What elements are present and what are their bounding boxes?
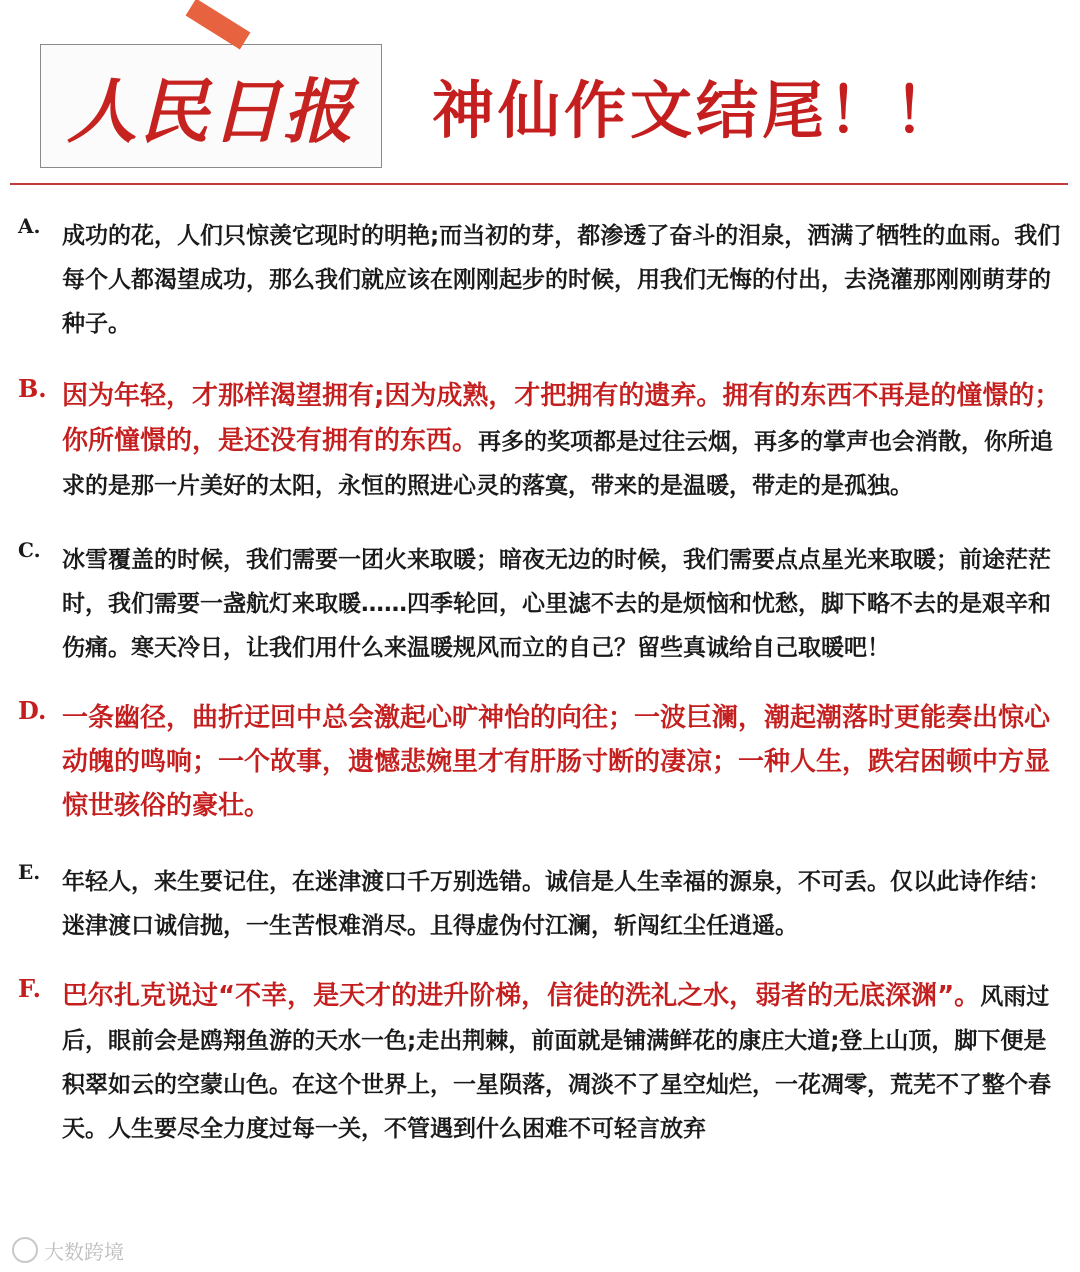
item-letter: B.: [18, 374, 47, 403]
item-letter: F.: [18, 974, 41, 1003]
item-body-text: 成功的花，人们只惊羡它现时的明艳;而当初的芽，都渗透了奋斗的泪泉，洒满了牺牲的血雨。我们每个人都渴望成功，那么我们就应该在刚刚起步的时候，用我们无悔的付出，去浇灌那刚刚萌芽的种子。: [62, 223, 1061, 337]
item-highlight-text: 因为年轻，才那样渴望拥有;因为成熟，才把拥有的遗弃。拥有的东西不再是的憧憬的；你所憧憬的，是还没有拥有的东西。: [62, 381, 1061, 456]
item-body-text: 冰雪覆盖的时候，我们需要一团火来取暖；暗夜无边的时候，我们需要点点星光来取暖；前途茫茫时，我们需要一盏航灯来取暖……四季轮回，心里滤不去的是烦恼和忧愁，脚下略不去的是艰辛和伤痛。寒天冷日，让我们用什么来温暖规风而立的自己？留些真诚给自己取暖吧！: [62, 547, 1051, 661]
item-body-text: 年轻人，来生要记住，在迷津渡口千万别选错。诚信是人生幸福的源泉，不可丢。仅以此诗作结：迷津渡口诚信抛，一生苦恨难消尽。且得虚伪付江澜，斩闯红尘任逍遥。: [62, 869, 1051, 939]
item-text: [62, 696, 1064, 828]
item-body-text: 风雨过后，眼前会是鸥翔鱼游的天水一色;走出荆棘，前面就是铺满鲜花的康庄大道;登上山顶，脚下便是积翠如云的空蒙山色。在这个世界上，一星陨落，凋淡不了星空灿烂，一花凋零，荒芜不了整个春天。人生要尽全力度过每一关，不管遇到什么困难不可轻言放弃: [62, 984, 1051, 1142]
item-letter: A.: [18, 214, 41, 238]
item-letter: D.: [18, 696, 47, 725]
header-divider: [10, 183, 1068, 185]
list-item-a: [0, 214, 1080, 346]
watermark-text: 大数跨境: [44, 1239, 124, 1264]
ending-list: [0, 214, 1080, 1151]
tape-decoration: [186, 0, 251, 49]
list-item-b: [0, 374, 1080, 508]
list-item-c: [0, 538, 1080, 670]
item-text: [62, 860, 1064, 948]
item-text: [62, 374, 1064, 508]
list-item-d: [0, 696, 1080, 828]
list-item-e: [0, 860, 1080, 948]
item-body-text: 一条幽径，曲折迂回中总会激起心旷神怡的向往；一波巨澜，潮起潮落时更能奏出惊心动魄的鸣响；一个故事，遗憾悲婉里才有肝肠寸断的凄凉；一种人生，跌宕困顿中方显惊世骇俗的豪壮。: [62, 703, 1051, 821]
header: [0, 0, 1080, 190]
item-letter: E.: [18, 860, 41, 884]
list-item-f: [0, 974, 1080, 1151]
item-text: [62, 974, 1064, 1151]
item-letter: C.: [18, 538, 41, 562]
newspaper-logo: [40, 44, 382, 168]
item-text: [62, 214, 1064, 346]
page-title: 神仙作文结尾！！: [432, 74, 961, 147]
watermark: [12, 1234, 124, 1266]
watermark-logo-icon: [12, 1237, 38, 1263]
item-body-text: 再多的奖项都是过往云烟，再多的掌声也会消散，你所追求的是那一片美好的太阳，永恒的照进心灵的落寞，带来的是温暖，带走的是孤独。: [62, 429, 1054, 499]
logo-text: 人民日报: [67, 69, 355, 153]
item-text: [62, 538, 1064, 670]
item-highlight-text: 巴尔扎克说过“不幸，是天才的进升阶梯，信徒的洗礼之水，弱者的无底深渊”。: [62, 981, 981, 1011]
